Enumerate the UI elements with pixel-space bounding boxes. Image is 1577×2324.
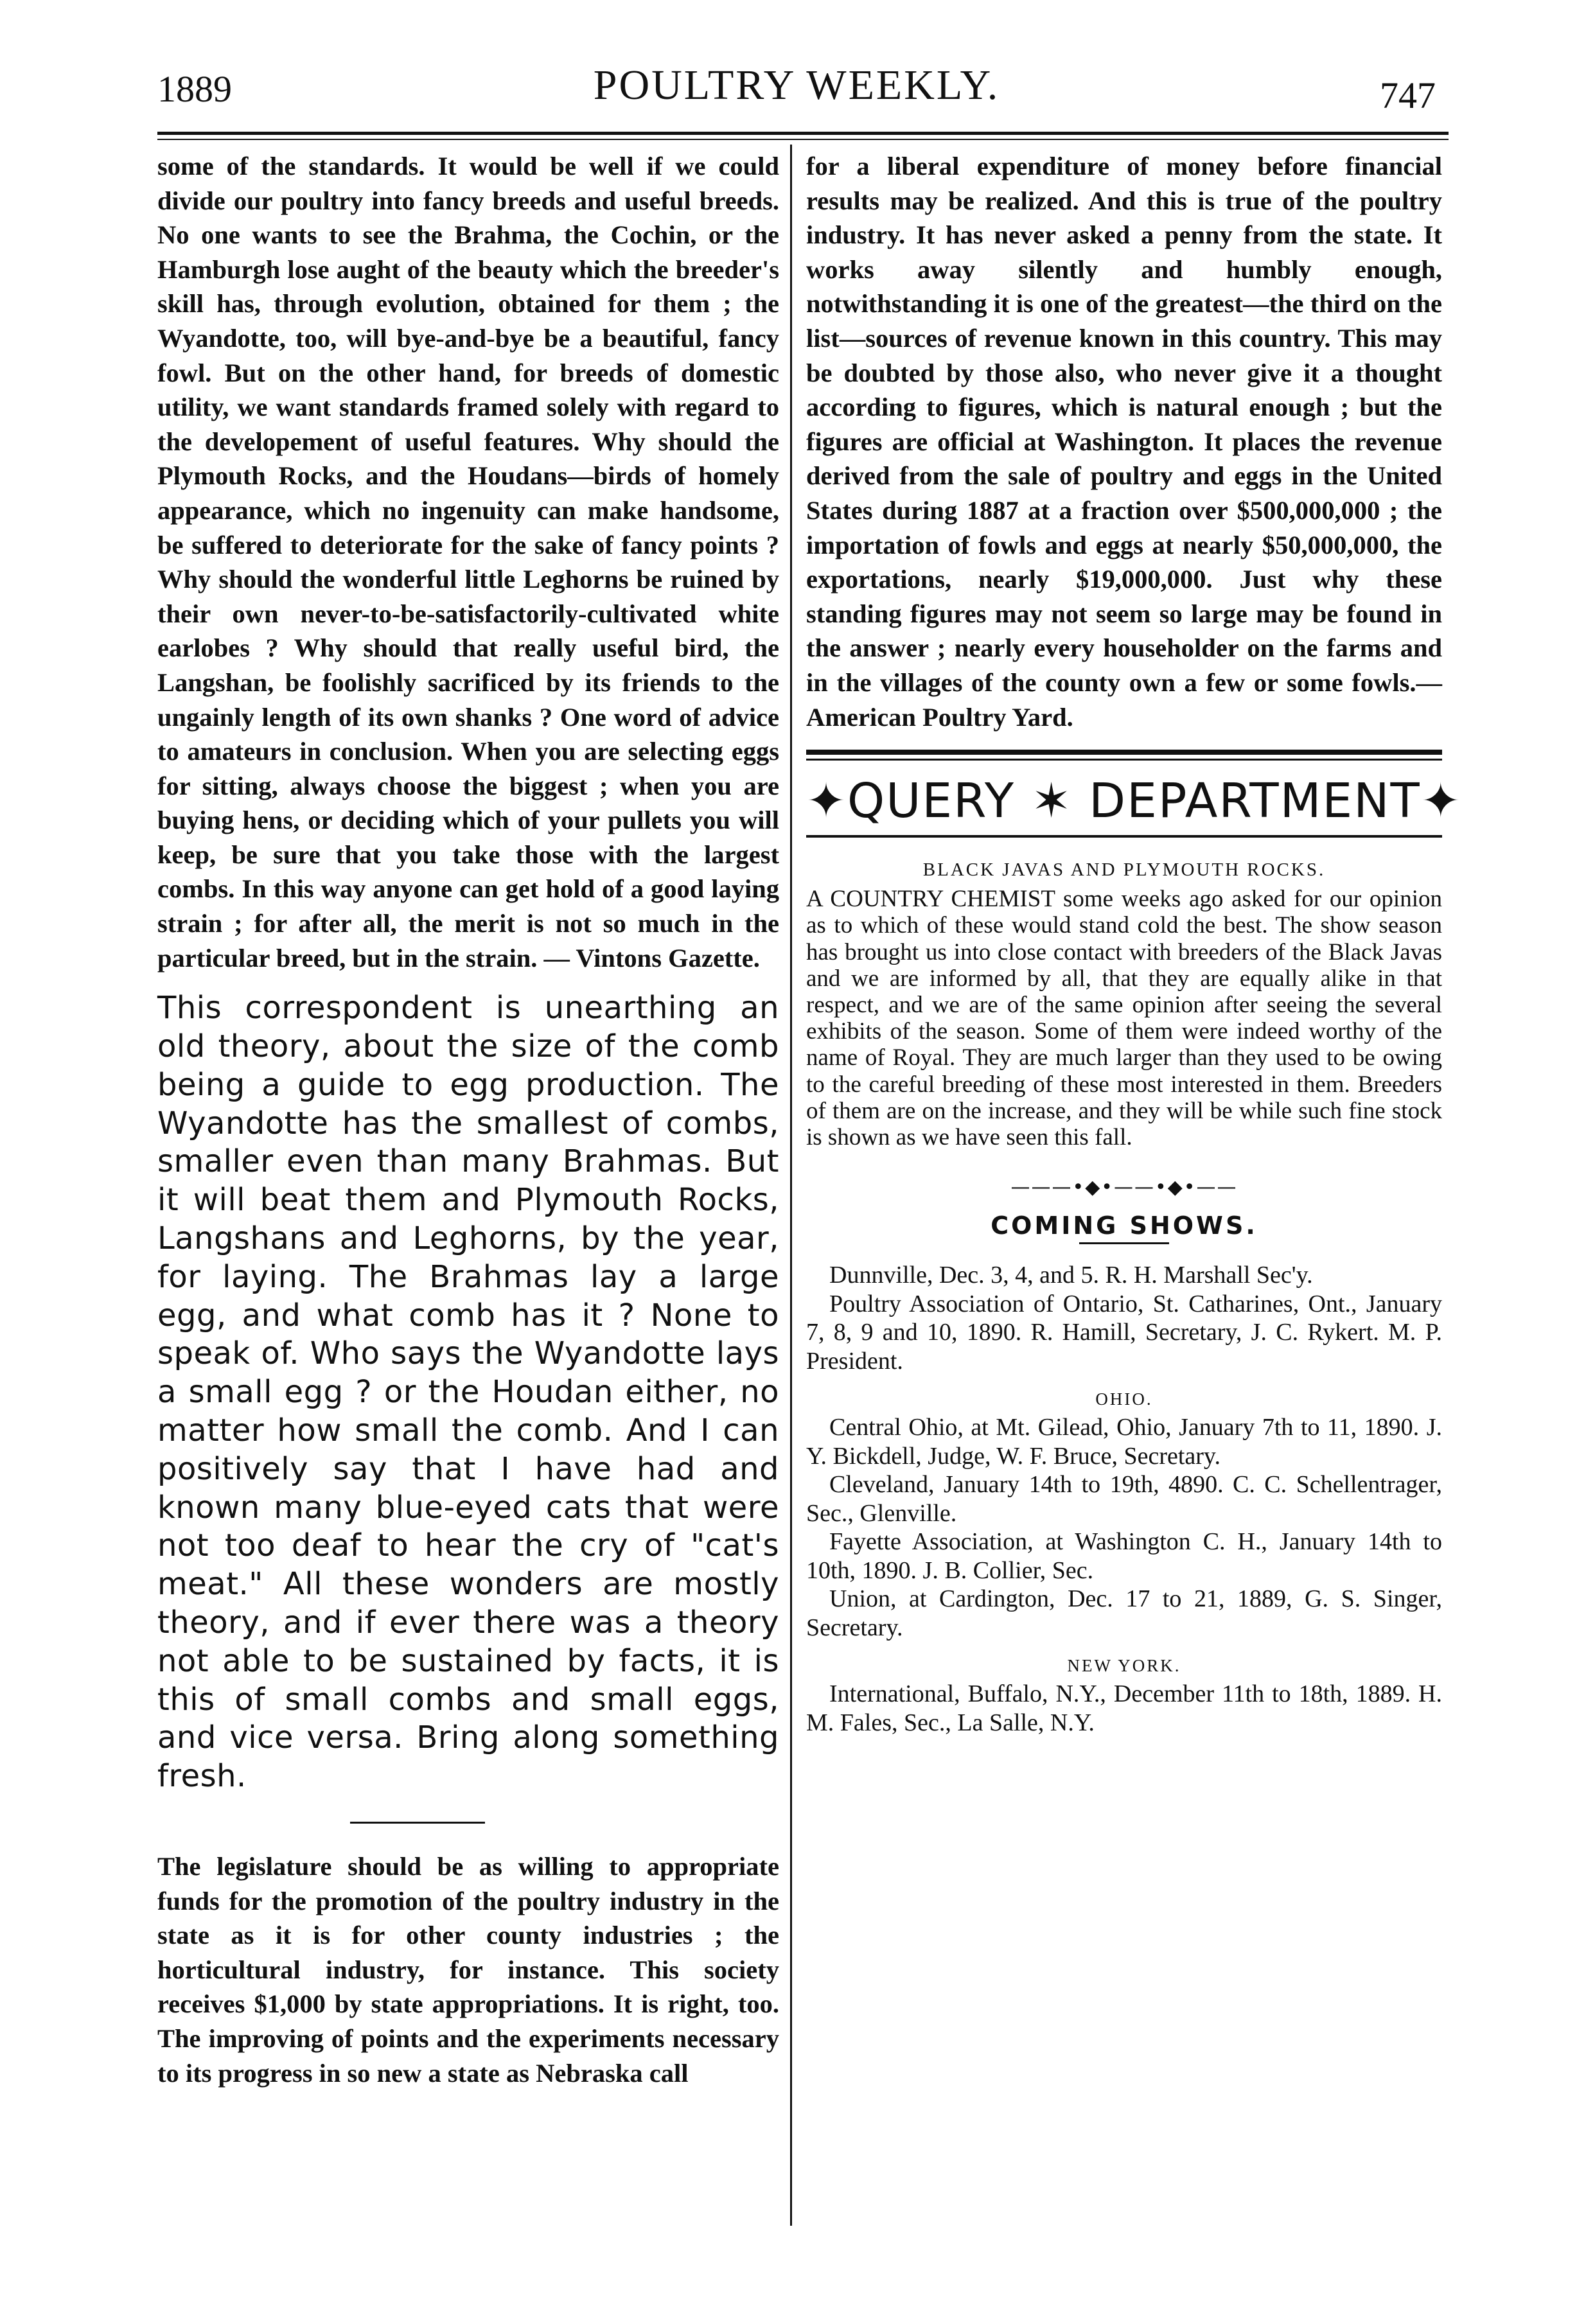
article-standards: some of the standards. It would be well if we could divide our poultry into fancy breeds and useful breeds. No one wants to see the Brahma, the Cochin, or the Hamburgh lose aught of the beauty which the breeder's skill has, through evolution, obtained for them ; the Wyandotte, too, will bye-and-bye be a beautiful, fancy fowl. But on the other hand, for breeds of domestic utility, we want standards framed solely with regard to the developement of useful features. Why should the Plymouth Rocks, and the Houdans—birds of homely appearance, which no ingenuity can make handsome, be suffered to deteriorate for the sake of fancy points ? Why should the wonderful little Leghorns be ruined by their own never-to-be-satisfactorily-cultivated white earlobes ? Why should that really useful bird, the Langshan, be foolishly sacrificed by its friends to the ungainly length of its own shanks ? One word of advice to amateurs in conclusion. When you are selecting eggs for sitting, always choose the biggest ; when you are buying hens, or deciding which of your pullets you will keep, be sure that you take those with the largest combs. In this way anyone can get hold of a good laying strain ; for after all, the merit is not so much in the particular breed, but in the strain. — Vintons Gazette. <box>157 152 779 973</box>
article-legislature: The legislature should be as willing to appropriate funds for the promotion of the poultry industry in the state as it is for other county industries ; the horticultural industry, for instance. This society receives $1,000 by state appropriations. It is right, too. The improving of points and the experiments necessary to its progress in so new a state as Nebraska call <box>157 1851 779 2088</box>
section-divider <box>350 1822 485 1824</box>
coming-shows-heading: COMING SHOWS. <box>991 1211 1258 1240</box>
show-listing: Central Ohio, at Mt. Gilead, Ohio, January 7th to 11, 1890. J. Y. Bickdell, Judge, W. F. Bruce, Secretary. <box>806 1414 1442 1470</box>
column-divider <box>790 145 792 2226</box>
show-listing: Fayette Association, at Washington C. H., January 14th to 10th, 1890. J. B. Collier, Sec. <box>806 1528 1442 1584</box>
header-year: 1889 <box>157 68 232 110</box>
show-listing: International, Buffalo, N.Y., December 11th to 18th, 1889. H. M. Fales, Sec., La Salle, N.Y. <box>806 1680 1442 1736</box>
state-heading-new-york: NEW YORK. <box>1067 1656 1181 1676</box>
show-listing: Poultry Association of Ontario, St. Catharines, Ont., January 7, 8, 9 and 10, 1890. R. Hamill, Secretary, J. C. Rykert. M. P. President. <box>806 1290 1442 1375</box>
page-header <box>157 61 1436 119</box>
show-listing: Cleveland, January 14th to 19th, 4890. C. C. Schellentrager, Sec., Glenville. <box>806 1471 1442 1527</box>
editorial-comment: This correspondent is unearthing an old theory, about the size of the comb being a guide to egg production. The Wyandotte has the smallest of combs, smaller even than many Brahmas. But it will beat them and Plymouth Rocks, Langshans and Leghorns, by the year, for laying. The Brahmas lay a large egg, and what comb has it ? None to speak of. Who says the Wyandotte lays a small egg ? or the Houdan either, no matter how small the comb. And I can positively say that I have had and known many blue-eyed cats that were not too deaf to hear the cry of "cat's meat." All these wonders are mostly theory, and if ever there was a theory not able to be sustained by facts, it is this of small combs and small eggs, and vice versa. Bring along something fresh. <box>157 990 779 1795</box>
query-answer: A COUNTRY CHEMIST some weeks ago asked for our opinion as to which of these would stand cold the best. The show season has brought us into close contact with breeders of the Black Javas and we are informed by all, that they are equally alike in that respect, and we are of the same opinion after seeing the several exhibits of the season. Some of them were indeed worthy of the name of Royal. They are much larger than they used to be owing to the careful breeding of these most interested in them. Breeders of them are on the increase, and they will be while such fine stock is shown as we have seen this fall. <box>806 886 1442 1150</box>
article-legislature-continued: for a liberal expenditure of money before financial results may be realized. And this is true of the poultry industry. It has never asked a penny from the state. It works away silently and humbly enough, notwithstanding it is one of the greatest—the third on the list—sources of revenue known in this country. This may be doubted by those also, who never give it a thought according to figures, which is natural enough ; but the figures are official at Washington. It places the revenue derived from the sale of poultry and eggs in the United States during 1887 at a fraction over $500,000,000 ; the importation of fowls and eggs at nearly $50,000,000, the exportations, nearly $19,000,000. Just why these standing figures may not seem so large may be found in the answer ; nearly every householder on the farms and in the villages of the county own a few or some fowls.—American Poultry Yard. <box>806 152 1442 732</box>
show-listing: Dunnville, Dec. 3, 4, and 5. R. H. Marshall Sec'y. <box>829 1262 1313 1289</box>
query-subheading: BLACK JAVAS AND PLYMOUTH ROCKS. <box>922 859 1326 881</box>
publication-title: POULTRY WEEKLY. <box>593 62 1000 109</box>
query-bottom-rule <box>806 835 1442 838</box>
left-column <box>157 149 779 2090</box>
right-column <box>806 149 1462 1737</box>
page-number: 747 <box>1380 75 1436 116</box>
header-rule <box>157 132 1449 140</box>
query-top-rule <box>806 750 1442 761</box>
query-department-heading: ✦QUERY ✶ DEPARTMENT✦ <box>806 773 1462 829</box>
state-heading-ohio: OHIO. <box>1095 1389 1153 1409</box>
show-listing: Union, at Cardington, Dec. 17 to 21, 1889, G. S. Singer, Secretary. <box>806 1585 1442 1641</box>
coming-shows-rule <box>1079 1242 1169 1244</box>
ornamental-divider: ———•◆•——•◆•—— <box>1010 1176 1238 1199</box>
